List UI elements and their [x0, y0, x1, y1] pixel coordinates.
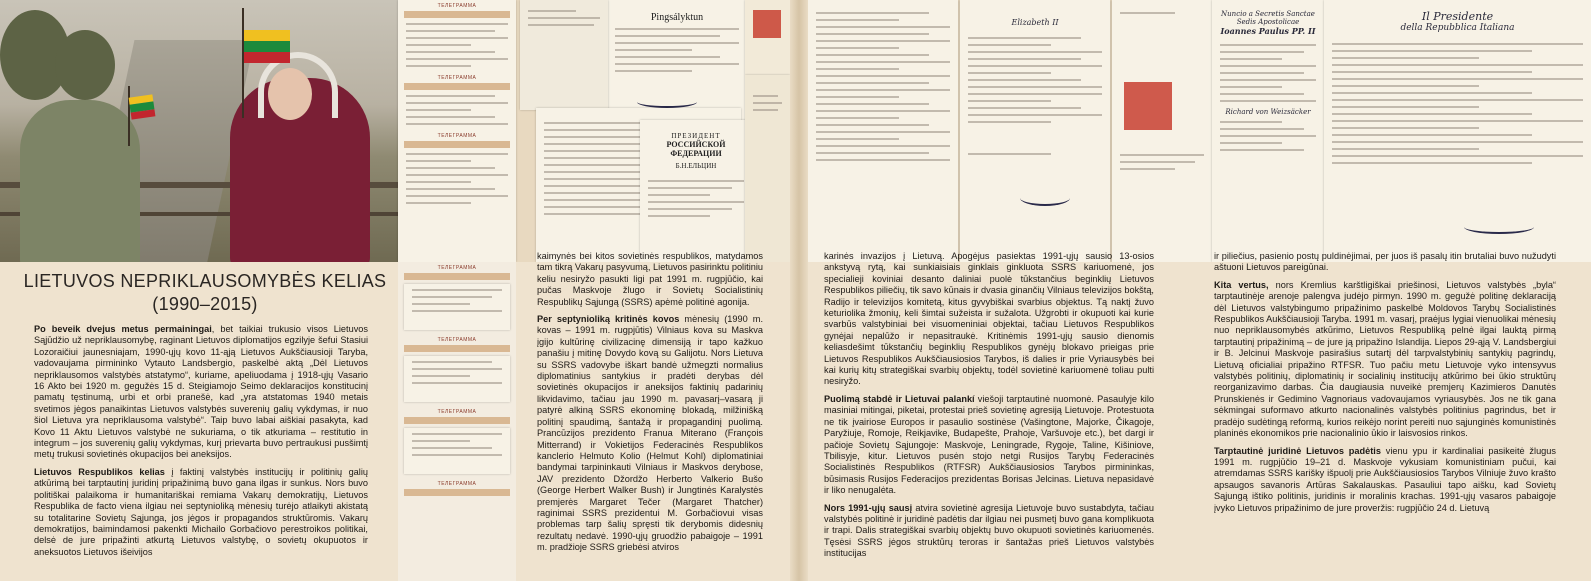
- paragraph-text: atvira sovietinė agresija Lietuvoje buvo sustabdyta, tačiau valstybės politinė ir juridinė padėtis dar ilgiau nei pusmetį buvo gana komplikuota ir trapi. Dalis strategiškai svarbių objektų buvo okupuoti sovietinės kariuomenės. Tęsėsi SSRS jėgos struktūrų teroras ir šantažas prieš Lietuvos valstybės institucijas: [824, 502, 1154, 559]
- lithuanian-flag: [129, 94, 156, 119]
- paragraph-text: nors Kremlius karštligiškai priešinosi, Lietuvos valstybės „byla“ tarptautinėje arenoje palengva judėjo pirmyn. 1990 m. gegužė politinę deklaraciją dėl Lietuvos valstybingumo pripažinimo paskelbė Moldovos Tarybų Socialistinės Respublikos Aukščiausioji Taryba. 1991 m. vasarį, praėjus lygiai vienuolikai mėnesių nuo nepriklausomybės atkūrimo, Lietuvos Respubliką pelnė ilgai lauktą pirmą tarptautinį pripažinimą – de jure ją pripažino Islandija. Liepos 29-ąją V. Landsbergiui ir B. Jelcinui Maskvoje pasirašius sutartį dėl tarpvalstybinių santykių pagrindų, Lietuvą oficialiai pripažino RTFSR. Tuo pačiu metu Lietuvoje vyko intensyvus valstybės politinių, diplomatinių ir socialinių institucijų atkūrimo bei ūkio struktūrų reorganizavimo darbas. Čia daugiausia nuveikė premjerų Kazimieros Danutės Prunskienės ir Gedimino Vagnoriaus vadovaujamos vyriausybės. Jos ne tik gana sėkmingai suformavo atkurto nacionalinės valstybės politinius pagrindus, bet ir pradėjo sudėtingą reformą, kurios reikėjo norint pereiti nuo sąjunginės komunistinės planinės ekonomikos prie nacionalinio ūkio ir laisvosios rinkos.: [1214, 279, 1556, 439]
- paragraph: [1214, 251, 1556, 274]
- signature: [1464, 220, 1534, 234]
- paragraph-lead: Per septynioliką kritinės kovos: [537, 314, 680, 325]
- letter-document: [520, 0, 608, 110]
- korean-letter: [1112, 0, 1212, 262]
- text-column-4: [1214, 251, 1556, 520]
- president-label: ПРЕЗИДЕНТ: [671, 132, 721, 140]
- althing-resolution: [607, 0, 747, 120]
- latin-title: Ioannes Paulus PP. II: [1220, 26, 1316, 36]
- red-seal: [753, 10, 781, 38]
- paragraph: [824, 503, 1154, 560]
- page-title-line2: (1990–2015): [152, 294, 258, 314]
- paragraph-lead: Lietuvos Respublikos kelias: [34, 466, 165, 477]
- paragraph-lead: Tarptautinė juridinė Lietuvos padėtis: [1214, 445, 1381, 456]
- paragraph-text: karinės invazijos į Lietuvą. Apogėjus pasiektas 1991-ųjų sausio 13-osios ankstyvą rytą, kai sunkiaisiais ginklais ginkluota SSRS kariuomenė, jos specialieji koviniai desanto daliniai puolė tūkstančius beginklių Lietuvos Respublikos piliečių, tik savo kūnais ir dvasia ginančių Vilniaus televizijos bokštą, Radijo ir televizijos komitetą, kitus gyvybiškai svarbius objektus. Tą naktį žuvo keturiolika žmonių, keli šimtai sužeista ir sužalota. Užgrobti ir okupuoti kai kurie svarbūs valstybiniai bei visuomeniniai objektai, tačiau Lietuvos Respublikos gynėjai nepalūžo ir nepasitraukė. Kritinėmis 1991-ųjų sausio dienomis keliasdešimt tūkstančių beginklių Respublikos gynėjų blokavo prieigas prie Lietuvos Respublikos Aukščiausiosios Tarybos, iš dalies ir prie Vyriausybės bei kai kurių kitų strategiškai svarbių objektų, todėl sovietinė kariuomenė toliau pulti nesiryžo.: [824, 251, 1154, 387]
- telegram-heading: ТЕЛЕГРАММА: [437, 75, 477, 81]
- yeltsin-label: Б.Н.ЕЛЬЦИН: [675, 162, 717, 170]
- telegram-stack: [398, 262, 516, 581]
- asian-scroll: [745, 0, 790, 75]
- paragraph: [34, 324, 368, 461]
- paragraph-text: kaimynės bei kitos sovietinės respublikos, matydamos tam tikrą Vakarų pasyvumą, Lietuvos pasirinktu politiniu keliu nesiryžo pasukti ligi pat 1991 m. rugpjūčio, kai pučas Maskvoje žlugo ir Sovietų Socialistinių Respublikų Sąjungą (SSRS) apėmė politinė agonija.: [537, 251, 763, 307]
- latin-title: Nuncio a Secretis Sanctae: [1221, 10, 1315, 18]
- telegram-stack: [398, 0, 516, 262]
- flag-pole: [242, 8, 244, 118]
- protest-photo: [0, 0, 398, 262]
- letter-document: [745, 75, 790, 262]
- page-title: [20, 270, 390, 316]
- signature: [637, 96, 697, 108]
- paragraph-text: , bet taikiai trukusio visos Lietuvos Sąjūdžio už nepriklausomybę, raginant Lietuvos diplomatijos egzilyje šefui Stasiui Lozoraičiui jaunesniajam, 1990-ųjų kovo 11-ąją Lietuvos Aukščiausioji Taryba, vadovaujama pirmininko Vytauto Landsbergio, paskelbė aktą „Dėl Lietuvos nepriklausomos valstybės atstatymo“, kuriame, apeliuodama į 1918-ųjų Vasario 16 Akto bei 1920 m. gegužės 15 d. Steigiamojo Seimo deklaracijos konstitucinį pamatų tęstinumą, urbi et orbi pranešė, kad „yra atstatomas 1940 metais svetimos jėgos panaikintas Lietuvos valstybės suverenių galių vykdymas, ir nuo šiol Lietuva yra nepriklausoma valstybė“. Taip buvo labai aiškiai pasakyta, kad Kovo 11 Aktu Lietuvos valstybė ne sukuriama, o tik atkuriama – restitutio in integrum – jos suverenių galių vykdymas, kurį prievarta buvo pertraukusi pusšimtį metų trukusi sovietinės okupacijos bei aneksijos.: [34, 324, 368, 460]
- telegram-heading: ТЕЛЕГРАММА: [437, 3, 477, 9]
- signature: [1020, 190, 1070, 206]
- paragraph: [824, 251, 1154, 388]
- latin-title: Sedis Apostolicae: [1236, 18, 1300, 26]
- girl-face: [268, 68, 312, 120]
- paragraph: [537, 251, 763, 308]
- telegram-heading: ТЕЛЕГРАММА: [437, 265, 477, 271]
- paragraph-text: viešoji tarptautinė nuomonė. Pasaulyje kilo masiniai mitingai, piketai, protestai prieš sovietinę agresiją Lietuvoje. Protestuota ne tik įvairiose Europos ir pasaulio sostinėse (Vašingtone, Majorke, Čikagoje, Paryžiuje, Romoje, Reikjavike, Budapešte, Prahoje, Varšuvoje etc.), bet dargi ir pačioje Sovietų Sąjungoje: Maskvoje, Leningrade, Rygoje, Taline, Kišiniove, Tbilisyje, kitur. Lietuvos pusėn stojo netgi Rusijos Tarybų Federacinės Socialistinės Respublikos (RTFSR) Aukščiausiosios Tarybos pirmininkas, būsimasis Rusijos Federacijos prezidentas Borisas Jelcinas. Lietuva nepasidavė ir liko nenugalėta.: [824, 393, 1154, 496]
- federation-label: ФЕДЕРАЦИИ: [670, 149, 722, 158]
- paragraph-text: vienu ypu ir kardinaliai pasikeitė žlugus 1991 m. rugpjūčio 19–21 d. Maskvoje vykusiam komunistiniam pučui, kai atremdamas SSRS karišky išpuolį prie Aukščiausiosios Tarybos Vilniuje žuvo krašto apsaugos savanoris Artūras Sakalauskas. Pasauliui tapo aišku, kad Sovietų Sąjungą ištiko politinis, juridinis ir moralinis krachas. 1991-ųjų vasaros pabaigoje įvyko Lietuvos pripažinimo de jure proveržis: rugpjūčio 24 d. Lietuvą: [1214, 445, 1556, 513]
- paragraph: [1214, 280, 1556, 440]
- paragraph-text: į faktinį valstybės institucijų ir politinių galių atkūrimą bei tarptautinį juridinį pripažinimą buvo gana ilgas ir sunkus. Nors buvo politiškai palaikoma ir humanitariškai remiama Vakarų demokratijų, Lietuvos Respublika de facto viena ilgiau nei septynioliką mėnesių turėjo atlaikyti akistatą su totalitarine Sovietų Sąjunga, jos jėgos ir propagandos struktūromis. Vakarų demokratijos, baimindamosi pakenkti Michailo Gorbačiovo perestroikos politikai, delsė de jure pripažinti atkurtą Lietuvos valstybę, o sovietų okupuotos ir aneksuotos Lietuvos išeivijos: [34, 466, 368, 557]
- hindi-letter: [808, 0, 958, 262]
- elizabeth-label: Elizabeth II: [1011, 18, 1059, 27]
- paragraph: [34, 467, 368, 558]
- telegram-heading: ТЕЛЕГРАММА: [437, 409, 477, 415]
- page-gutter: [790, 0, 808, 581]
- document-title: Pingsályktun: [650, 12, 704, 23]
- paragraph: [1214, 446, 1556, 514]
- weizsacker-signature: Richard von Weizsäcker: [1225, 108, 1311, 116]
- elizabeth-letter: [960, 0, 1110, 262]
- paragraph-text: mėnesių (1990 m. kovas – 1991 m. rugpjūtis) Vilniaus kova su Maskva įgijo kultūrinę civilizacinę dimensiją ir tapo kažkuo panašiu į mitinę Dovydo kovą su Galijotu. Nors Lietuva su SSRS vadovybe iškart bandė užmegzti normalius diplomatinius santykius ir pradėti derybas dėl sovietinės okupacijos ir aneksijos faktinių padarinių likvidavimo, tačiau jau 1990 m. pavasarį–vasarą ji patyrė alkiną SSRS ekonominę blokadą, milžinišką politinį spaudimą, šantažą ir propagandinį puolimą. Prancūzijos prezidento Franua Miterano (François Mitterrand) ir Vokietijos Federacinės Respublikos kanclerio Helmuto Kolio (Helmut Kohl) diplomatiniai bandymai tarpininkauti Vilniaus ir Maskvos derybose, JAV prezidento Džordžo Herberto Valkerio Bušo (George Herbert Walker Bush) ir Jungtinės Karalystės premjerės Margaret Tečer (Margaret Thatcher) raginimai SSRS prezidentui M. Gorbačiovui visas problemas tarp šalių spręsti tik derybomis didesnių rezultatų nedavė. 1990-ųjų gruodžio pabaigoje – 1991 m. pradžioje SSRS griebėsi atviros: [537, 314, 763, 553]
- russian-president-letter: [640, 120, 752, 262]
- paragraph: [537, 314, 763, 554]
- telegram-heading: ТЕЛЕГРАММА: [437, 133, 477, 139]
- text-column-3: [824, 251, 1154, 566]
- russia-label: РОССИЙСКОЙ: [666, 140, 726, 149]
- text-column-2: [537, 251, 763, 560]
- paragraph-text: ir piliečius, pasienio postų puldinėjimai, per juos iš pasalų itin brutaliai buvo nužudyti aštuoni Lietuvos pareigūnai.: [1214, 251, 1556, 273]
- lithuanian-flag: [244, 30, 290, 63]
- telegram-heading: ТЕЛЕГРАММА: [437, 481, 477, 487]
- telegram-heading: ТЕЛЕГРАММА: [437, 337, 477, 343]
- paragraph-lead: Po beveik dvejus metus permainingai: [34, 324, 212, 334]
- text-column-1: [34, 324, 368, 564]
- paragraph-lead: Puolimą stabdė ir Lietuvai palankí: [824, 393, 975, 404]
- child-figure: [20, 100, 140, 262]
- flag-pole: [128, 86, 130, 146]
- italian-president-title: Il Presidente: [1421, 10, 1494, 23]
- italian-president-letter: [1324, 0, 1591, 262]
- paragraph-lead: Nors 1991-ųjų sausį: [824, 502, 913, 513]
- italian-president-subtitle: della Repubblica Italiana: [1400, 23, 1515, 33]
- paragraph-lead: Kita vertus,: [1214, 279, 1269, 290]
- page-title-line1: LIETUVOS NEPRIKLAUSOMYBĖS KELIAS: [23, 271, 387, 291]
- vatican-letter: [1212, 0, 1324, 262]
- red-seal: [1124, 82, 1172, 130]
- paragraph: [824, 394, 1154, 497]
- tree: [55, 30, 115, 100]
